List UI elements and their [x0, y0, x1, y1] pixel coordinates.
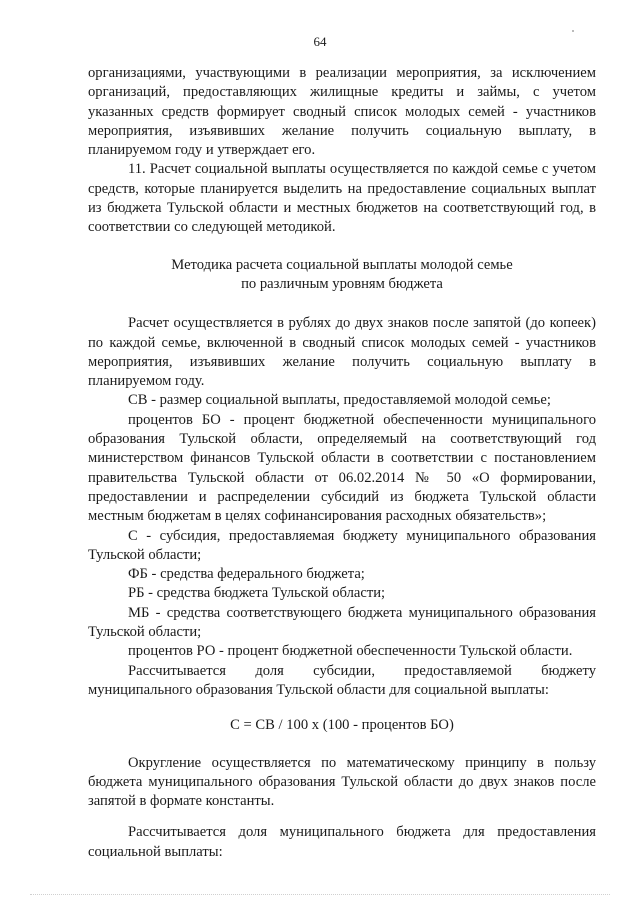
paragraph-11: 11. Расчет социальной выплаты осуществляется по каждой семье с учетом средств, которые планируется выделить на предоставление социальных выплат из бюджета Тульской области и местных бюджетов на соответствующий год, в соответствии со следующей методикой.: [88, 161, 596, 236]
definition-fb: ФБ - средства федерального бюджета;: [128, 566, 365, 583]
definition-sv: СВ - размер социальной выплаты, предоставляемой молодой семье;: [128, 392, 551, 409]
definition-s: С - субсидия, предоставляемая бюджету муниципального образования Тульской области;: [88, 527, 596, 563]
page-number: 64: [313, 34, 327, 49]
paragraph-municipal-share: Рассчитывается доля муниципального бюджета для предоставления социальной выплаты:: [88, 824, 596, 860]
spacer: [88, 811, 596, 823]
document-body: [88, 64, 596, 862]
definition-bo: процентов БО - процент бюджетной обеспеченности муниципального образования Тульской области, определяемый на соответствующий год министерством финансов Тульской области в соответствии с постановлением правительства Тульской области от 06.02.2014 № 50 «О формировании, предоставлении и распределении субсидий из бюджета Тульской области местным бюджетам в целях софинансирования расходных обязательств»;: [88, 411, 596, 525]
section-title: [88, 256, 596, 295]
definition-mb: МБ - средства соответствующего бюджета муниципального образования Тульской области;: [88, 604, 596, 641]
scan-mark: [572, 30, 574, 32]
paragraph-subsidy-share: Рассчитывается доля субсидии, предоставляемой бюджету муниципального образования Тульской области для социальной выплаты:: [88, 662, 596, 698]
definition-rb: РБ - средства бюджета Тульской области;: [128, 585, 386, 602]
paragraph-rounding: Округление осуществляется по математическому принципу в пользу бюджета муниципального образования Тульской области до двух знаков после запятой в формате константы.: [88, 754, 596, 810]
section-title-line-2: по различным уровням бюджета: [241, 275, 443, 292]
scan-edge-artifacts: [30, 894, 610, 899]
paragraph-calculation: Расчет осуществляется в рублях до двух знаков после запятой (до копеек) по каждой семье, включенной в сводный список молодых семей - участников мероприятия, изъявивших желание получить социальную выплату в планируемом году.: [88, 315, 596, 390]
formula: С = СВ / 100 x (100 - процентов БО): [230, 717, 454, 734]
definition-ro: процентов РО - процент бюджетной обеспеченности Тульской области.: [128, 643, 573, 660]
paragraph-continuation: организациями, участвующими в реализации мероприятия, за исключением организаций, предоставляющих жилищные кредиты и займы, с учетом указанных средств формирует сводный список молодых семей - участников мероприятия, изъявивших желание получить социальную выплату, в планируемом году и утверждает его.: [88, 65, 596, 159]
section-title-line-1: Методика расчета социальной выплаты молодой семье: [171, 256, 513, 273]
